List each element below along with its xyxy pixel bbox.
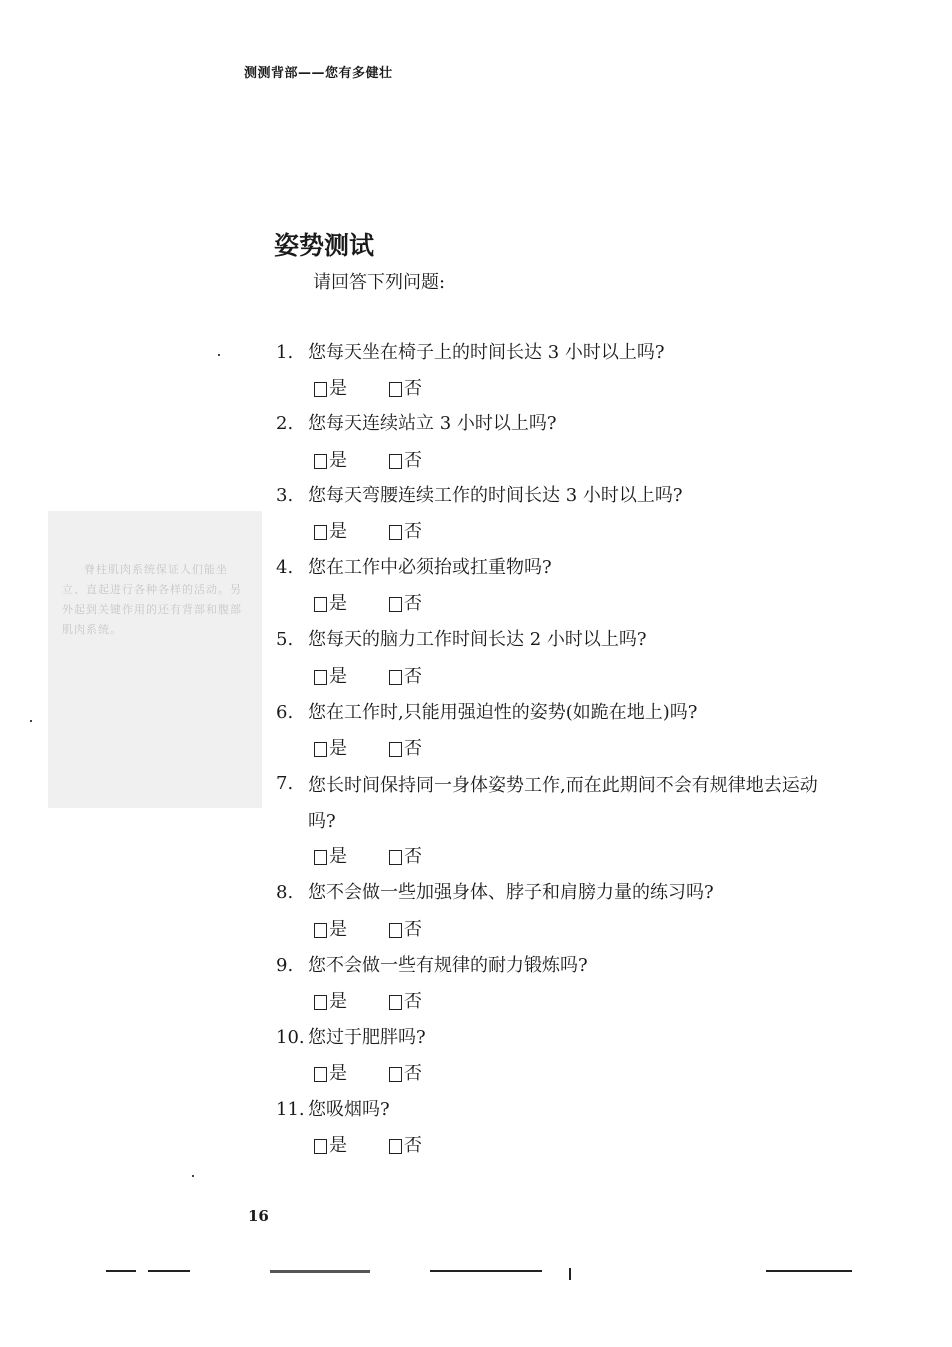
question-10: [276, 1022, 836, 1054]
question-2: [276, 408, 836, 440]
question-3: [276, 480, 836, 512]
checkbox-icon[interactable]: [389, 1067, 402, 1082]
yes-label: 是: [329, 666, 347, 687]
question-9: [276, 950, 836, 982]
yes-option[interactable]: [314, 736, 347, 762]
yes-label: 是: [329, 1063, 347, 1084]
options-10: [314, 1061, 422, 1087]
question-number: 11.: [276, 1099, 305, 1120]
no-option[interactable]: [389, 917, 422, 943]
no-label: 否: [404, 991, 422, 1012]
question-5: [276, 624, 836, 656]
scan-line: [430, 1270, 542, 1272]
options-3: [314, 519, 422, 545]
question-text: 您每天的脑力工作时间长达 2 小时以上吗?: [308, 629, 647, 650]
yes-label: 是: [329, 593, 347, 614]
no-label: 否: [404, 1063, 422, 1084]
question-number: 1.: [276, 342, 294, 363]
yes-label: 是: [329, 738, 347, 759]
checkbox-icon[interactable]: [314, 1067, 327, 1082]
checkbox-icon[interactable]: [314, 525, 327, 540]
options-2: [314, 448, 422, 474]
checkbox-icon[interactable]: [389, 454, 402, 469]
question-6: [276, 697, 836, 729]
checkbox-icon[interactable]: [314, 742, 327, 757]
checkbox-icon[interactable]: [389, 742, 402, 757]
section-title: 姿势测试: [274, 231, 375, 260]
scan-speck: [218, 354, 220, 356]
checkbox-icon[interactable]: [314, 923, 327, 938]
no-option[interactable]: [389, 519, 422, 545]
yes-label: 是: [329, 846, 347, 867]
no-label: 否: [404, 738, 422, 759]
question-4: [276, 552, 836, 584]
yes-label: 是: [329, 991, 347, 1012]
question-text: 您每天坐在椅子上的时间长达 3 小时以上吗?: [308, 342, 665, 363]
options-6: [314, 736, 422, 762]
yes-label: 是: [329, 919, 347, 940]
question-text: 您不会做一些加强身体、脖子和肩膀力量的练习吗?: [308, 882, 714, 903]
no-label: 否: [404, 846, 422, 867]
scan-speck: [30, 720, 32, 722]
question-text: 您在工作时,只能用强迫性的姿势(如跪在地上)吗?: [308, 702, 698, 723]
question-number: 5.: [276, 629, 294, 650]
yes-option[interactable]: [314, 448, 347, 474]
checkbox-icon[interactable]: [389, 670, 402, 685]
yes-option[interactable]: [314, 664, 347, 690]
no-label: 否: [404, 593, 422, 614]
no-label: 否: [404, 378, 422, 399]
scan-line: [569, 1268, 571, 1280]
options-4: [314, 591, 422, 617]
question-text: 您吸烟吗?: [308, 1099, 390, 1120]
no-option[interactable]: [389, 989, 422, 1015]
checkbox-icon[interactable]: [314, 995, 327, 1010]
no-label: 否: [404, 919, 422, 940]
question-number: 9.: [276, 955, 294, 976]
no-option[interactable]: [389, 376, 422, 402]
no-option[interactable]: [389, 664, 422, 690]
question-1: [276, 337, 836, 369]
running-head: 测测背部——您有多健壮: [244, 66, 393, 81]
question-number: 7.: [276, 773, 294, 794]
scan-line: [148, 1270, 190, 1272]
no-option[interactable]: [389, 1133, 422, 1159]
no-label: 否: [404, 450, 422, 471]
question-11: [276, 1094, 836, 1126]
checkbox-icon[interactable]: [389, 597, 402, 612]
checkbox-icon[interactable]: [389, 1139, 402, 1154]
question-number: 6.: [276, 702, 294, 723]
question-text: 您每天连续站立 3 小时以上吗?: [308, 413, 557, 434]
question-number: 10.: [276, 1027, 305, 1048]
no-option[interactable]: [389, 736, 422, 762]
scan-line: [270, 1270, 370, 1273]
page-number: 16: [248, 1207, 269, 1225]
yes-label: 是: [329, 1135, 347, 1156]
question-number: 8.: [276, 882, 294, 903]
options-8: [314, 917, 422, 943]
question-7: [276, 768, 836, 840]
no-option[interactable]: [389, 591, 422, 617]
no-option[interactable]: [389, 844, 422, 870]
checkbox-icon[interactable]: [314, 454, 327, 469]
checkbox-icon[interactable]: [314, 382, 327, 397]
options-1: [314, 376, 422, 402]
question-number: 2.: [276, 413, 294, 434]
yes-option[interactable]: [314, 989, 347, 1015]
yes-option[interactable]: [314, 519, 347, 545]
no-label: 否: [404, 1135, 422, 1156]
options-5: [314, 664, 422, 690]
checkbox-icon[interactable]: [314, 597, 327, 612]
options-11: [314, 1133, 422, 1159]
no-label: 否: [404, 666, 422, 687]
question-text: 您在工作中必须抬或扛重物吗?: [308, 557, 552, 578]
checkbox-icon[interactable]: [389, 850, 402, 865]
question-8: [276, 877, 836, 909]
question-number: 3.: [276, 485, 294, 506]
options-9: [314, 989, 422, 1015]
question-text: 您长时间保持同一身体姿势工作,而在此期间不会有规律地去运动吗?: [308, 775, 818, 832]
checkbox-icon[interactable]: [389, 923, 402, 938]
options-7: [314, 844, 422, 870]
checkbox-icon[interactable]: [314, 1139, 327, 1154]
no-option[interactable]: [389, 448, 422, 474]
checkbox-icon[interactable]: [389, 525, 402, 540]
yes-option[interactable]: [314, 1061, 347, 1087]
checkbox-icon[interactable]: [314, 670, 327, 685]
question-number: 4.: [276, 557, 294, 578]
yes-option[interactable]: [314, 376, 347, 402]
yes-option[interactable]: [314, 844, 347, 870]
sidebar-text: 脊柱肌肉系统保证人们能坐立、直起进行各种各样的活动。另外起到关键作用的还有背部和腹部肌肉系统。: [62, 563, 242, 636]
question-text: 您过于肥胖吗?: [308, 1027, 426, 1048]
sidebar-box: [48, 511, 262, 808]
yes-label: 是: [329, 450, 347, 471]
checkbox-icon[interactable]: [389, 995, 402, 1010]
checkbox-icon[interactable]: [389, 382, 402, 397]
scan-line: [106, 1270, 136, 1272]
no-label: 否: [404, 521, 422, 542]
no-option[interactable]: [389, 1061, 422, 1087]
checkbox-icon[interactable]: [314, 850, 327, 865]
question-text: 您每天弯腰连续工作的时间长达 3 小时以上吗?: [308, 485, 683, 506]
scan-line: [766, 1270, 852, 1272]
yes-option[interactable]: [314, 591, 347, 617]
yes-option[interactable]: [314, 917, 347, 943]
yes-label: 是: [329, 521, 347, 542]
yes-label: 是: [329, 378, 347, 399]
instruction-text: 请回答下列问题:: [313, 272, 446, 293]
scan-speck: [192, 1175, 194, 1177]
yes-option[interactable]: [314, 1133, 347, 1159]
question-text: 您不会做一些有规律的耐力锻炼吗?: [308, 955, 588, 976]
